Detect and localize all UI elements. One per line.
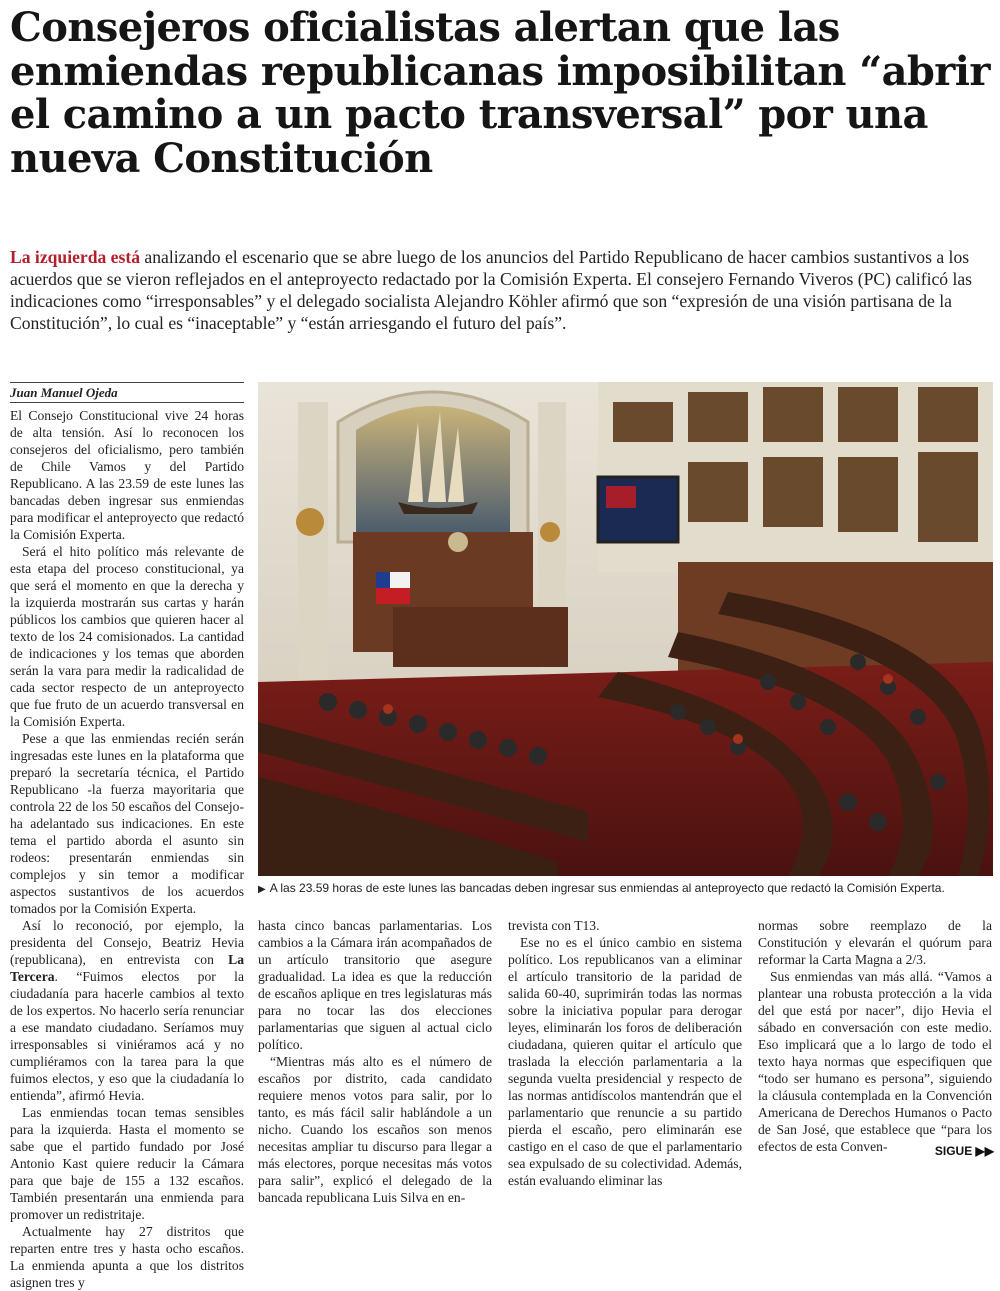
chamber-illustration [258,382,993,876]
body-paragraph: Pese a que las enmiendas recién serán ingresadas este lunes en la plataforma que preparó la secretaría técnica, el Partido Republicano -la fuerza mayoritaria que controla 22 de los 50 escaños del Consejo- ha adelantado sus indicaciones. En este tema el partido aborda el asunto sin rodeos: presentarán enmiendas sin complejos y sin temor a modificar aspectos sustantivos de los acuerdos tomados por la Comisión Experta. [10,731,244,916]
lead-paragraph [10,246,990,334]
body-text: Así lo reconoció, por ejemplo, la presidenta del Consejo, Beatriz Hevia (republicana), en entrevista con [10,918,244,967]
body-paragraph: hasta cinco bancas parlamentarias. Los cambios a la Cámara irán acompañados de un artículo transitorio que asegure gradualidad. La idea es que la reducción de escaños aplique en tres legislaturas más para no tocar las dos elecciones parlamentarias que siguen al actual ciclo político. [258,918,492,1052]
body-column-3 [508,917,742,1188]
chamber-photo [258,382,993,876]
caption-text: A las 23.59 horas de este lunes las bancadas deben ingresar sus enmiendas al anteproyecto que redactó la Comisión Experta. [269,881,945,895]
body-paragraph: Ese no es el único cambio en sistema político. Los republicanos van a eliminar el artículo transitorio de la paridad de salida 60-40, suprimirán todas las normas sobre la iniciativa popular para derogar leyes, eliminarán los foros de deliberación ciudadana, quieren quitar el artículo que traslada la elección parlamentaria a la segunda vuelta presidencial y respecto de las normas antidíscolos mantendrán que el parlamentario que renuncie a su partido pierda el escaño, pero eliminarán ese castigo en el caso de que el parlamentario sea expulsado de su colectividad. Además, están evaluando eliminar las [508,935,742,1188]
body-paragraph: El Consejo Constitucional vive 24 horas de alta tensión. Así lo reconocen los consejeros del oficialismo, pero también de Chile Vamos y del Partido Republicano. A las 23.59 de este lunes las bancadas deben ingresar sus enmiendas para modificar el anteproyecto que redactó la Comisión Experta. [10,408,244,542]
body-paragraph: normas sobre reemplazo de la Constitución y elevarán el quórum para reformar la Carta Magna a 2/3. [758,918,992,967]
body-paragraph: “Mientras más alto es el número de escaños por distrito, cada candidato requiere menos votos para salir, por lo tanto, es más fácil salir hablándole a un nicho. Cuando los escaños son menos necesitas ampliar tu discurso para llegar a más electores, porque necesitas más votos para salir”, explicó el delegado de la bancada republicana Luis Silva en en- [258,1054,492,1205]
caption-arrow-icon: ▶ [258,884,266,895]
body-paragraph: Las enmiendas tocan temas sensibles para la izquierda. Hasta el momento se sabe que el partido fundado por José Antonio Kast quiere reducir la Cámara para que baje de 155 a 132 escaños. También presentarán una enmienda para promover un redistritaje. [10,1105,244,1222]
byline: Juan Manuel Ojeda [10,382,244,403]
body-paragraph: Actualmente hay 27 distritos que reparten entre tres y hasta ocho escaños. La enmienda apunta a que los distritos asignen tres y [10,1224,244,1290]
photo-caption [258,880,993,898]
lead-kicker: La izquierda está [10,247,140,267]
continue-link[interactable]: SIGUE ▶▶ [934,1144,994,1158]
body-text: . “Fuimos electos por la ciudadanía para hacerle cambios al texto de los expertos. No hacerlo sería renunciar a ese mandato ciudadano. Seríamos muy irresponsables si viniéramos acá y no cumpliéramos con la tarea para la que fuimos electos, y eso que la ciudadanía lo entienda”, afirmó Hevia. [10,969,244,1103]
body-paragraph [10,917,244,1104]
headline: Consejeros oficialistas alertan que las enmiendas republicanas imposibilitan “abrir el camino a un pacto transversal” por una nueva Constitución [10,4,990,182]
body-column-1 [10,407,244,1290]
body-paragraph: Será el hito político más relevante de esta etapa del proceso constitucional, ya que será el momento en que la derecha y la izquierda mostrarán sus cartas y harán públicos los cambios que quieren hacer al texto de los 24 comisionados. La cantidad de indicaciones y los temas que aborden serán la vara para medir la radicalidad de cada sector respecto de un anteproyecto que fue fruto de un acuerdo transversal en la Comisión Experta. [10,544,244,729]
lead-text: analizando el escenario que se abre luego de los anuncios del Partido Republicano de hacer cambios sustantivos a los acuerdos que se vieron reflejados en el anteproyecto redactado por la Comisión Experta. El consejero Fernando Viveros (PC) calificó las indicaciones como “irresponsables” y el delegado socialista Alejandro Köhler afirmó que son “expresión de una visión partisana de la Constitución”, lo cual es “inaceptable” y “están arriesgando el futuro del país”. [10,247,973,333]
body-paragraph: trevista con T13. [508,918,600,933]
newspaper-name: La Tercera [10,952,244,984]
body-column-2 [258,917,492,1205]
body-paragraph: Sus enmiendas van más allá. “Vamos a plantear una robusta protección a la vida del que está por nacer”, dijo Hevia el sábado en conversación con este medio. Eso implicará que a lo largo de todo el texto haya normas que especifiquen que “todo ser humano es persona”, siguiendo la cláusula contemplada en la Convención Americana de Derechos Humanos o Pacto de San José, que establece que “para los efectos de esta Conven- [758,969,992,1154]
